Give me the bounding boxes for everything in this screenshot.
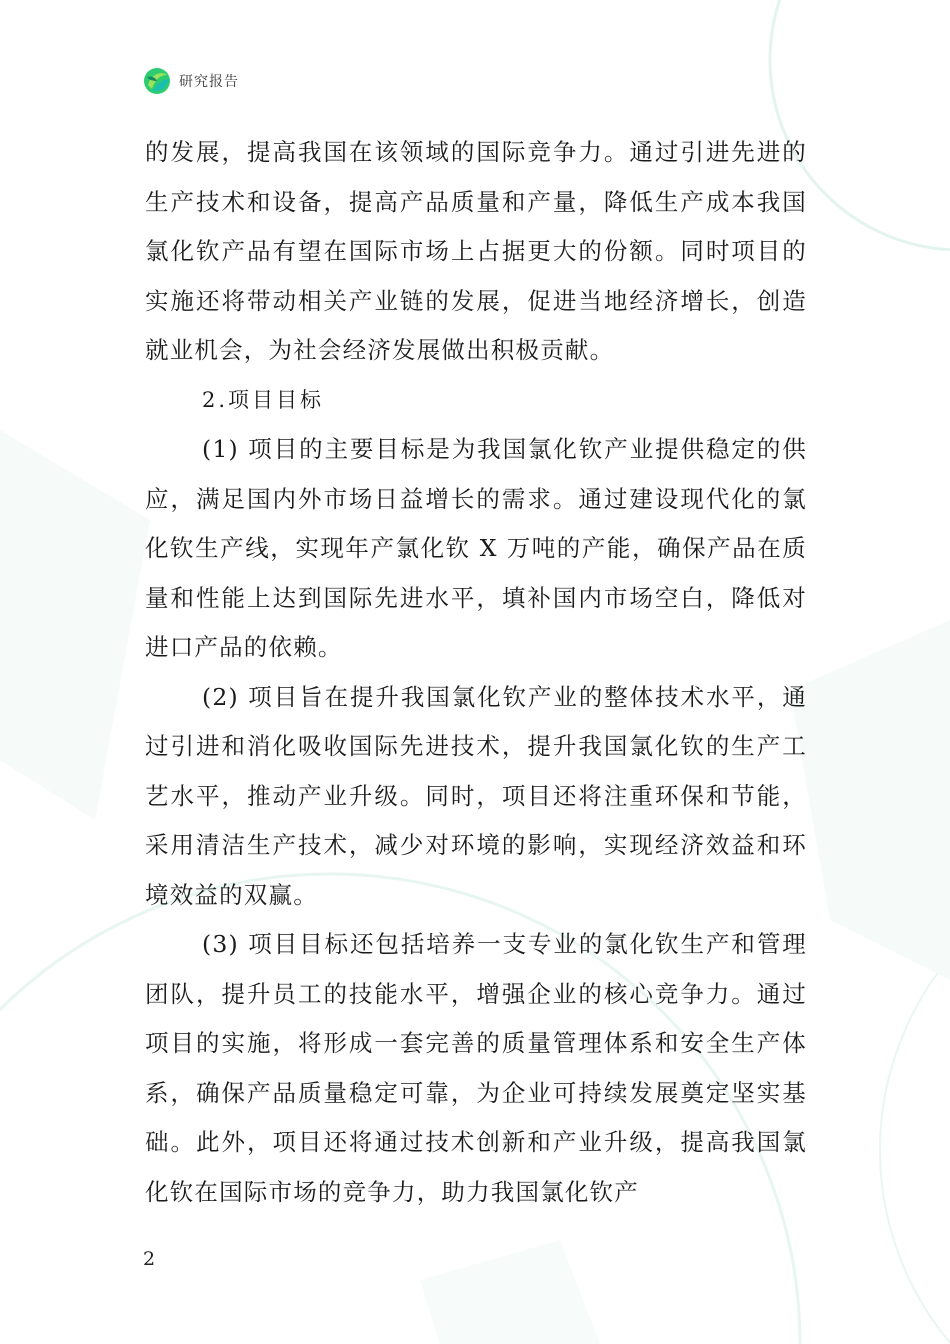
document-body <box>145 128 807 1217</box>
decorative-facet-bottom <box>420 1240 600 1344</box>
decorative-facet-left <box>0 430 150 820</box>
paragraph-continuation: 的发展，提高我国在该领域的国际竞争力。通过引进先进的生产技术和设备，提高产品质量和产量，降低生产成本我国氯化钦产品有望在国际市场上占据更大的份额。同时项目的实施还将带动相关产业链的发展，促进当地经济增长，创造就业机会，为社会经济发展做出积极贡献。 <box>145 138 807 364</box>
page-header <box>143 66 239 96</box>
header-title: 研究报告 <box>179 74 239 90</box>
section-heading: 2.项目目标 <box>202 387 325 412</box>
leaf-logo-icon <box>143 67 171 95</box>
page-number: 2 <box>143 1248 156 1270</box>
decorative-facet-right <box>790 620 950 980</box>
paragraph-goal-1: (1) 项目的主要目标是为我国氯化钦产业提供稳定的供应，满足国内外市场日益增长的需求。通过建设现代化的氯化钦生产线，实现年产氯化钦 X 万吨的产能，确保产品在质量和性能上达到国际先进水平，填补国内市场空白，降低对进口产品的依赖。 <box>145 435 807 661</box>
paragraph-goal-3: (3) 项目目标还包括培养一支专业的氯化钦生产和管理团队，提升员工的技能水平，增强企业的核心竞争力。通过项目的实施，将形成一套完善的质量管理体系和安全生产体系，确保产品质量稳定可靠，为企业可持续发展奠定坚实基础。此外，项目还将通过技术创新和产业升级，提高我国氯化钦在国际市场的竞争力，助力我国氯化钦产 <box>145 930 807 1206</box>
paragraph-goal-2: (2) 项目旨在提升我国氯化钦产业的整体技术水平，通过引进和消化吸收国际先进技术，提升我国氯化钦的生产工艺水平，推动产业升级。同时，项目还将注重环保和节能，采用清洁生产技术，减少对环境的影响，实现经济效益和环境效益的双赢。 <box>145 682 807 909</box>
